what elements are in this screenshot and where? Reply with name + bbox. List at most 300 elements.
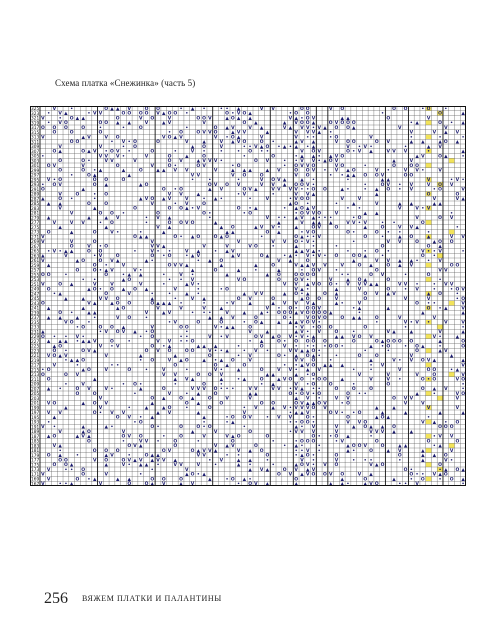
chart-symbol: ▲ <box>75 315 80 321</box>
chart-symbol: V <box>104 387 108 393</box>
chart-symbol: • <box>306 277 310 283</box>
chart-symbol: • <box>87 111 91 117</box>
chart-symbol: • <box>70 173 74 179</box>
chart-symbol: ▲ <box>288 125 293 131</box>
chart-symbol: ▲ <box>363 277 367 283</box>
chart-symbol: V <box>375 429 379 435</box>
chart-symbol: ▲ <box>254 225 258 231</box>
chart-symbol: ▲ <box>380 425 385 431</box>
chart-symbol: V <box>41 282 45 288</box>
chart-symbol: V <box>300 149 304 155</box>
chart-symbol: O <box>300 106 304 112</box>
chart-symbol: ▲ <box>231 230 235 236</box>
chart-symbol: ▲ <box>167 301 172 307</box>
chart-symbol: • <box>363 458 367 464</box>
chart-symbol: O <box>127 301 132 307</box>
chart-symbol: V <box>311 425 316 431</box>
chart-symbol: O <box>179 434 183 440</box>
chart-symbol: • <box>288 406 292 412</box>
chart-symbol: ▲ <box>121 287 126 293</box>
chart-symbol: • <box>398 187 402 193</box>
chart-symbol: V <box>52 220 57 226</box>
chart-symbol: • <box>173 382 177 388</box>
chart-symbol: O <box>369 448 373 454</box>
chart-symbol: V <box>213 159 218 165</box>
chart-symbol: O <box>363 425 368 431</box>
chart-symbol: • <box>225 420 229 426</box>
chart-symbol: O <box>386 339 391 345</box>
chart-symbol: O <box>340 121 345 127</box>
chart-symbol: ▲ <box>173 353 178 359</box>
chart-symbol: • <box>317 320 321 326</box>
chart-symbol: V <box>415 287 419 293</box>
chart-symbol: • <box>70 467 74 473</box>
chart-symbol: • <box>139 334 143 340</box>
chart-symbol: ▲ <box>87 339 91 345</box>
chart-symbol: • <box>288 111 292 117</box>
chart-symbol: • <box>191 206 194 212</box>
chart-symbol: V <box>415 206 419 212</box>
chart-symbol: V <box>179 135 183 141</box>
chart-symbol: O <box>357 263 362 269</box>
chart-symbol: • <box>386 249 390 255</box>
chart-symbol: V <box>282 239 287 245</box>
chart-symbol: O <box>323 377 327 383</box>
chart-symbol: ▲ <box>421 311 425 317</box>
chart-symbol: O <box>311 311 316 317</box>
chart-symbol: V <box>213 429 218 435</box>
chart-symbol: ▲ <box>461 121 465 127</box>
chart-symbol: ▲ <box>46 387 51 393</box>
chart-symbol: ▲ <box>300 249 304 255</box>
chart-symbol: ▲ <box>346 277 350 283</box>
chart-symbol: • <box>75 325 79 331</box>
chart-symbol: O <box>461 344 466 350</box>
chart-symbol: • <box>381 111 384 117</box>
chart-symbol: V <box>98 396 103 402</box>
chart-symbol: O <box>305 306 310 312</box>
chart-symbol: ▲ <box>305 467 310 473</box>
chart-symbol: • <box>219 349 223 355</box>
chart-symbol: • <box>461 154 465 160</box>
chart-symbol: V <box>305 363 310 369</box>
chart-symbol: O <box>115 254 120 260</box>
chart-symbol: V <box>64 320 68 326</box>
chart-symbol: O <box>420 477 425 483</box>
chart-symbol: ▲ <box>294 140 298 146</box>
chart-symbol: V <box>294 121 298 127</box>
chart-symbol: • <box>260 149 264 155</box>
chart-symbol: V <box>41 235 45 241</box>
row-number: 229 <box>31 335 40 341</box>
chart-symbol: O <box>300 197 304 203</box>
chart-symbol: • <box>93 197 97 203</box>
chart-symbol: O <box>317 377 322 383</box>
chart-symbol: O <box>121 111 126 117</box>
chart-symbol: V <box>386 258 391 264</box>
chart-symbol: • <box>225 477 229 483</box>
chart-symbol: • <box>283 339 287 345</box>
chart-symbol: V <box>58 111 62 117</box>
chart-symbol: V <box>202 387 206 393</box>
chart-symbol: V <box>305 472 310 478</box>
chart-symbol: O <box>81 472 86 478</box>
chart-symbol: V <box>115 216 120 222</box>
chart-symbol: • <box>237 344 241 350</box>
chart-symbol: ▲ <box>162 168 166 174</box>
chart-symbol: • <box>444 420 448 426</box>
chart-symbol: V <box>236 448 241 454</box>
chart-symbol: V <box>104 353 108 359</box>
chart-symbol: • <box>398 482 402 486</box>
chart-symbol: • <box>41 154 45 160</box>
chart-symbol: O <box>127 315 132 321</box>
chart-symbol: ▲ <box>190 396 195 402</box>
chart-symbol: O <box>253 159 258 165</box>
chart-symbol: • <box>179 106 183 112</box>
chart-symbol: V <box>242 410 247 416</box>
chart-symbol: ▲ <box>110 106 114 112</box>
chart-symbol: ▲ <box>150 296 154 302</box>
chart-symbol: V <box>156 349 160 355</box>
chart-symbol: ▲ <box>69 482 74 486</box>
chart-symbol: ▲ <box>81 339 85 345</box>
chart-symbol: V <box>334 429 339 435</box>
chart-symbol: V <box>328 472 333 478</box>
chart-symbol: • <box>450 368 454 374</box>
chart-symbol: ▲ <box>380 410 385 416</box>
chart-symbol: V <box>398 282 402 288</box>
chart-symbol: ▲ <box>403 410 408 416</box>
chart-symbol: O <box>248 325 253 331</box>
chart-symbol: O <box>253 444 258 450</box>
chart-symbol: ▲ <box>115 306 120 312</box>
chart-symbol: V <box>444 387 448 393</box>
chart-symbol: O <box>173 363 178 369</box>
chart-symbol: O <box>207 353 212 359</box>
chart-symbol: ▲ <box>375 463 379 469</box>
chart-symbol: ▲ <box>58 453 62 459</box>
chart-symbol: • <box>352 458 356 464</box>
chart-symbol: O <box>438 182 443 188</box>
chart-symbol: ▲ <box>294 116 298 122</box>
chart-symbol: V <box>121 263 126 269</box>
chart-symbol: O <box>380 415 385 421</box>
chart-symbol: ▲ <box>369 344 373 350</box>
chart-symbol: • <box>202 301 206 307</box>
chart-symbol: ▲ <box>139 353 143 359</box>
chart-symbol: V <box>392 358 396 364</box>
chart-symbol: • <box>294 344 298 350</box>
chart-symbol: O <box>173 235 178 241</box>
chart-symbol: V <box>334 296 339 302</box>
chart-symbol: V <box>363 444 367 450</box>
chart-symbol: ▲ <box>265 273 270 279</box>
chart-symbol: ▲ <box>311 140 316 146</box>
highlight-cell <box>449 230 455 235</box>
chart-symbol: ▲ <box>432 387 437 393</box>
chart-symbol: ▲ <box>409 201 414 207</box>
chart-symbol: V <box>386 140 391 146</box>
chart-symbol: O <box>190 472 195 478</box>
chart-symbol: O <box>438 154 443 160</box>
chart-symbol: V <box>311 211 316 217</box>
chart-symbol: V <box>121 140 126 146</box>
chart-symbol: V <box>317 306 321 312</box>
chart-symbol: V <box>271 187 275 193</box>
row-number: 269 <box>31 240 40 246</box>
chart-symbol: ▲ <box>144 287 149 293</box>
chart-symbol: V <box>305 391 310 397</box>
chart-symbol: ▲ <box>202 140 206 146</box>
chart-symbol: • <box>156 425 160 431</box>
chart-symbol: O <box>311 472 316 478</box>
chart-symbol: O <box>259 140 264 146</box>
chart-symbol: ▲ <box>144 258 149 264</box>
chart-symbol: O <box>87 429 91 435</box>
chart-symbol: • <box>185 111 189 117</box>
chart-symbol: V <box>369 334 373 340</box>
chart-symbol: V <box>190 387 195 393</box>
chart-symbol: O <box>363 292 368 298</box>
chart-symbol: V <box>58 182 62 188</box>
chart-symbol: V <box>110 453 114 459</box>
chart-symbol: • <box>145 216 148 222</box>
chart-symbol: ▲ <box>248 168 252 174</box>
chart-symbol: V <box>156 244 160 250</box>
chart-symbol: ▲ <box>75 258 80 264</box>
chart-symbol: • <box>404 144 407 150</box>
chart-symbol: V <box>179 463 183 469</box>
chart-symbol: V <box>156 111 160 117</box>
chart-symbol: ▲ <box>375 187 379 193</box>
chart-symbol: V <box>185 201 189 207</box>
chart-symbol: V <box>346 282 350 288</box>
chart-symbol: V <box>415 482 419 486</box>
highlight-cell <box>426 434 432 439</box>
chart-symbol: O <box>40 372 45 378</box>
chart-symbol: ▲ <box>121 325 126 331</box>
chart-symbol: ▲ <box>190 377 195 383</box>
chart-symbol: O <box>167 349 172 355</box>
chart-symbol: • <box>340 301 344 307</box>
chart-symbol: O <box>380 463 385 469</box>
chart-symbol: ▲ <box>58 201 62 207</box>
chart-symbol: O <box>438 239 443 245</box>
chart-symbol: V <box>380 363 385 369</box>
chart-symbol: V <box>369 135 373 141</box>
chart-symbol: ▲ <box>196 344 201 350</box>
chart-symbol: • <box>225 387 229 393</box>
chart-symbol: O <box>81 125 86 131</box>
chart-symbol: O <box>259 344 264 350</box>
chart-symbol: O <box>363 296 368 302</box>
chart-symbol: O <box>259 401 264 407</box>
chart-symbol: • <box>317 349 321 355</box>
chart-symbol: • <box>312 458 315 464</box>
chart-symbol: O <box>311 406 316 412</box>
chart-symbol: O <box>294 401 299 407</box>
chart-symbol: V <box>415 320 419 326</box>
chart-symbol: ▲ <box>259 311 264 317</box>
chart-symbol: O <box>63 458 68 464</box>
chart-symbol: O <box>334 387 339 393</box>
chart-symbol: ▲ <box>461 311 465 317</box>
chart-symbol: V <box>282 301 287 307</box>
chart-symbol: O <box>213 130 218 136</box>
chart-symbol: ▲ <box>81 368 85 374</box>
chart-symbol: V <box>294 358 298 364</box>
chart-symbol: V <box>92 111 97 117</box>
chart-symbol: • <box>317 444 321 450</box>
chart-symbol: V <box>432 130 437 136</box>
chart-symbol: O <box>40 187 45 193</box>
chart-symbol: O <box>98 121 103 127</box>
chart-symbol: • <box>208 311 212 317</box>
chart-symbol: O <box>288 311 293 317</box>
chart-symbol: O <box>374 268 379 274</box>
chart-symbol: O <box>196 372 201 378</box>
chart-symbol: V <box>282 344 287 350</box>
chart-symbol: ▲ <box>294 396 298 402</box>
chart-symbol: V <box>357 372 362 378</box>
chart-symbol: • <box>294 211 298 217</box>
chart-symbol: V <box>398 368 402 374</box>
chart-symbol: • <box>432 391 436 397</box>
chart-symbol: O <box>58 282 63 288</box>
chart-symbol: • <box>398 230 402 236</box>
chart-symbol: • <box>248 477 252 483</box>
chart-symbol: • <box>450 211 454 217</box>
chart-symbol: ▲ <box>81 306 85 312</box>
row-number: 295 <box>31 178 40 184</box>
chart-symbol: V <box>185 467 189 473</box>
chart-symbol: O <box>242 140 247 146</box>
chart-symbol: O <box>92 182 97 188</box>
chart-symbol: • <box>312 244 315 250</box>
chart-symbol: O <box>259 377 264 383</box>
chart-symbol: ▲ <box>294 353 298 359</box>
chart-symbol: V <box>311 282 316 288</box>
chart-symbol: V <box>288 349 293 355</box>
chart-symbol: ▲ <box>208 187 212 193</box>
chart-symbol: ▲ <box>46 434 51 440</box>
chart-symbol: ▲ <box>190 254 195 260</box>
chart-symbol: ▲ <box>328 363 333 369</box>
chart-symbol: ▲ <box>196 448 201 454</box>
chart-symbol: • <box>288 387 292 393</box>
chart-symbol: ▲ <box>162 230 166 236</box>
chart-symbol: O <box>92 268 97 274</box>
chart-symbol: ▲ <box>340 482 344 486</box>
chart-symbol: O <box>213 363 218 369</box>
chart-symbol: • <box>248 144 252 150</box>
chart-symbol: • <box>202 106 206 112</box>
chart-symbol: ▲ <box>415 391 419 397</box>
chart-symbol: ▲ <box>375 415 379 421</box>
chart-symbol: ▲ <box>277 377 281 383</box>
chart-symbol: ▲ <box>190 106 195 112</box>
chart-symbol: O <box>380 182 385 188</box>
chart-symbol: ▲ <box>294 244 298 250</box>
chart-symbol: ▲ <box>421 448 425 454</box>
chart-symbol: V <box>208 130 212 136</box>
chart-symbol: O <box>104 292 109 298</box>
chart-symbol: V <box>185 168 189 174</box>
chart-symbol: ▲ <box>69 282 74 288</box>
chart-symbol: O <box>438 121 443 127</box>
chart-symbol: ▲ <box>254 206 258 212</box>
row-number: 307 <box>31 149 40 155</box>
highlight-cell <box>426 163 432 168</box>
chart-symbol: • <box>455 225 459 231</box>
chart-symbol: O <box>69 116 74 122</box>
chart-symbol: • <box>283 444 287 450</box>
chart-symbol: ▲ <box>242 311 247 317</box>
chart-symbol: ▲ <box>104 425 108 431</box>
chart-symbol: ▲ <box>87 216 91 222</box>
chart-symbol: ▲ <box>81 135 85 141</box>
chart-symbol: • <box>139 268 143 274</box>
chart-symbol: • <box>179 301 183 307</box>
chart-symbol: ▲ <box>455 334 460 340</box>
chart-symbol: O <box>81 467 86 473</box>
chart-symbol: ▲ <box>190 429 195 435</box>
chart-symbol: O <box>58 344 63 350</box>
chart-symbol: V <box>144 311 149 317</box>
chart-symbol: ▲ <box>375 211 379 217</box>
chart-symbol: V <box>444 349 448 355</box>
chart-symbol: V <box>421 401 425 407</box>
chart-symbol: V <box>127 458 131 464</box>
chart-symbol: O <box>230 225 235 231</box>
chart-symbol: ▲ <box>248 391 252 397</box>
chart-symbol: ▲ <box>398 263 402 269</box>
chart-symbol: O <box>81 358 86 364</box>
chart-symbol: O <box>363 477 368 483</box>
chart-symbol: ▲ <box>300 178 304 184</box>
chart-symbol: ▲ <box>334 292 339 298</box>
chart-symbol: V <box>311 429 316 435</box>
chart-symbol: • <box>122 144 125 150</box>
row-number: 311 <box>31 140 40 146</box>
chart-symbol: O <box>40 301 45 307</box>
chart-symbol: ▲ <box>340 477 344 483</box>
chart-symbol: • <box>173 149 177 155</box>
chart-symbol: • <box>202 425 206 431</box>
chart-symbol: O <box>196 116 201 122</box>
chart-symbol: ▲ <box>75 358 80 364</box>
chart-symbol: V <box>421 249 425 255</box>
chart-symbol: ▲ <box>294 206 298 212</box>
chart-symbol: • <box>461 135 465 141</box>
chart-symbol: • <box>317 387 321 393</box>
chart-symbol: ▲ <box>202 344 206 350</box>
chart-symbol: ▲ <box>208 258 212 264</box>
chart-symbol: V <box>150 325 154 331</box>
chart-symbol: ▲ <box>162 396 166 402</box>
chart-symbol: O <box>196 425 201 431</box>
chart-symbol: O <box>98 130 103 136</box>
chart-symbol: V <box>127 434 131 440</box>
chart-symbol: O <box>455 287 460 293</box>
chart-symbol: • <box>381 235 384 241</box>
chart-symbol: V <box>213 135 218 141</box>
chart-symbol: ▲ <box>340 187 344 193</box>
chart-symbol: O <box>144 182 149 188</box>
chart-symbol: ▲ <box>202 296 206 302</box>
chart-symbol: • <box>369 368 373 374</box>
